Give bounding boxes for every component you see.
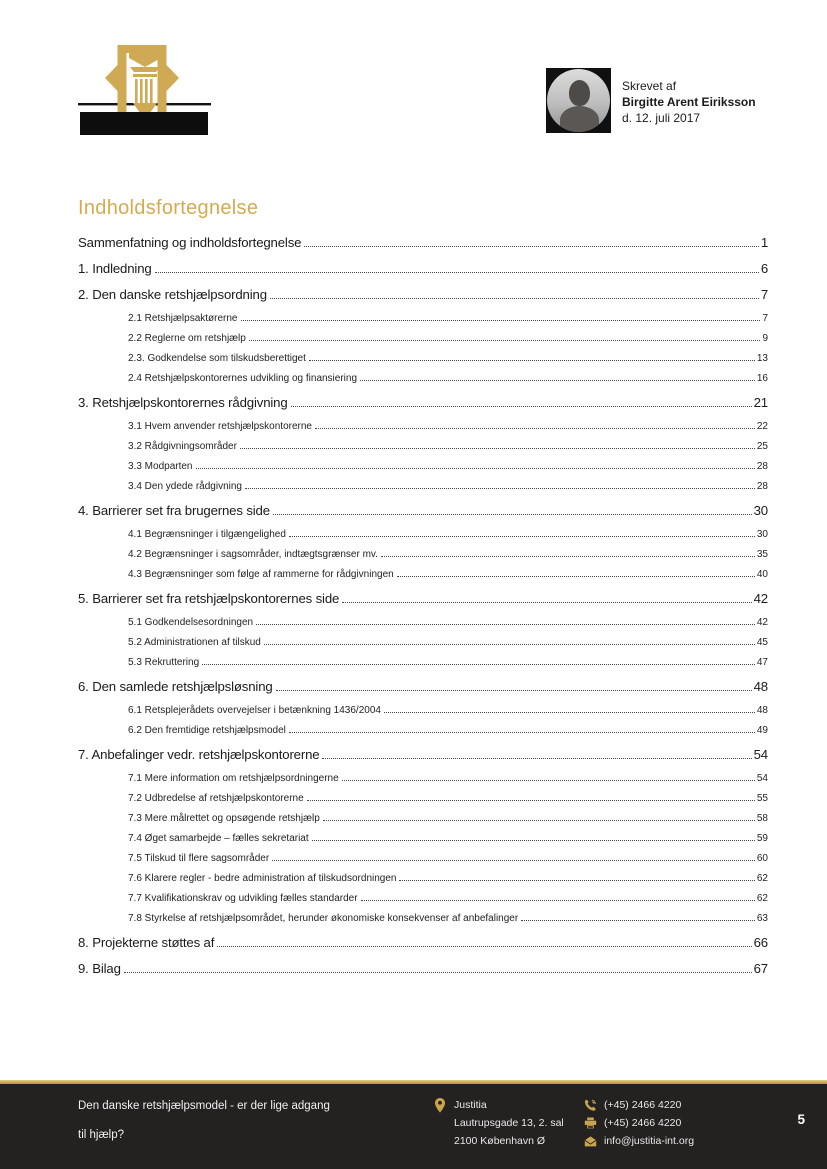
toc-entry	[78, 884, 768, 904]
toc-entry-label: 9. Bilag	[78, 961, 121, 976]
toc-leader-dots	[289, 536, 755, 537]
toc-entry-label: 7.5 Tilskud til flere sagsområder	[128, 853, 270, 864]
toc-entry	[78, 304, 768, 324]
toc-entry-label: 5.1 Godkendelsesordningen	[128, 617, 254, 628]
toc-list	[78, 228, 768, 976]
toc-entry	[78, 844, 768, 864]
toc-entry	[78, 364, 768, 384]
toc-entry	[78, 648, 768, 668]
footer-fax-row	[583, 1114, 694, 1132]
toc-entry-page: 28	[756, 461, 768, 472]
toc-leader-dots	[309, 360, 755, 361]
footer-street-row	[433, 1114, 564, 1132]
toc-entry	[78, 432, 768, 452]
toc-leader-dots	[323, 820, 755, 821]
toc-leader-dots	[245, 488, 755, 489]
toc-entry-page: 60	[756, 853, 768, 864]
toc-entry-label: 7. Anbefalinger vedr. retshjælpskontorerne	[78, 747, 320, 762]
toc-leader-dots	[264, 644, 755, 645]
toc-entry	[78, 496, 768, 518]
toc-entry-page: 1	[760, 235, 768, 250]
toc-entry-label: 2.1 Retshjælpsaktørerne	[128, 313, 238, 324]
toc-entry	[78, 804, 768, 824]
toc-entry-page: 6	[760, 261, 768, 276]
toc-leader-dots	[256, 624, 755, 625]
footer-phone-row	[583, 1096, 694, 1114]
author-photo-circle	[547, 69, 610, 132]
toc-leader-dots	[124, 972, 752, 973]
toc-entry-page: 30	[753, 503, 768, 518]
toc-title: Indholdsfortegnelse	[78, 197, 259, 219]
toc-entry-label: 4.1 Begrænsninger i tilgængelighed	[128, 529, 286, 540]
byline-date: d. 12. juli 2017	[622, 111, 701, 125]
footer-street: Lautrupsgade 13, 2. sal	[454, 1117, 564, 1129]
toc-entry-page: 25	[756, 441, 768, 452]
toc-entry-page: 45	[756, 637, 768, 648]
byline-prefix: Skrevet af	[622, 79, 677, 93]
toc-entry	[78, 824, 768, 844]
toc-entry	[78, 388, 768, 410]
toc-entry	[78, 608, 768, 628]
footer-phone: (+45) 2466 4220	[604, 1099, 682, 1111]
toc-entry-label: 7.4 Øget samarbejde – fælles sekretariat	[128, 833, 309, 844]
toc-entry-page: 35	[756, 549, 768, 560]
toc-entry-label: 7.3 Mere målrettet og opsøgende retshjælp	[128, 813, 320, 824]
location-pin-icon	[433, 1098, 447, 1113]
toc-leader-dots	[315, 428, 755, 429]
toc-entry-label: 7.1 Mere information om retshjælpsordningerne	[128, 773, 339, 784]
toc-leader-dots	[241, 320, 761, 321]
author-silhouette-torso	[560, 106, 599, 132]
toc-entry-label: 6.2 Den fremtidige retshjælpsmodel	[128, 725, 286, 736]
toc-entry-page: 49	[756, 725, 768, 736]
toc-entry-page: 47	[756, 657, 768, 668]
toc-leader-dots	[217, 946, 751, 947]
toc-entry-page: 58	[756, 813, 768, 824]
toc-entry-label: 5.2 Administrationen af tilskud	[128, 637, 261, 648]
toc-entry-page: 7	[762, 313, 768, 324]
toc-entry-page: 9	[762, 333, 768, 344]
toc-entry-label: 5.3 Rekruttering	[128, 657, 200, 668]
toc-entry-page: 67	[753, 961, 768, 976]
footer-org-name: Justitia	[454, 1099, 487, 1111]
toc-leader-dots	[276, 690, 752, 691]
toc-entry-page: 42	[753, 591, 768, 606]
toc-leader-dots	[155, 272, 759, 273]
author-byline	[546, 68, 756, 133]
toc-entry-label: 2.2 Reglerne om retshjælp	[128, 333, 246, 344]
toc-leader-dots	[304, 246, 758, 247]
footer-address-block	[433, 1096, 564, 1150]
toc-entry-page: 30	[756, 529, 768, 540]
footer-page-number: 5	[797, 1112, 805, 1127]
toc-entry-label: 1. Indledning	[78, 261, 152, 276]
footer-email-row	[583, 1132, 694, 1150]
toc-entry-page: 42	[756, 617, 768, 628]
toc-entry	[78, 472, 768, 492]
toc-entry-label: 3.3 Modparten	[128, 461, 193, 472]
author-photo	[546, 68, 611, 133]
footer-contact-block	[583, 1096, 694, 1150]
footer-doc-title-line1: Den danske retshjælpsmodel - er der lige adgang	[78, 1100, 330, 1112]
toc-entry-page: 62	[756, 873, 768, 884]
toc-entry-page: 62	[756, 893, 768, 904]
toc-entry-page: 7	[760, 287, 768, 302]
toc-entry-page: 13	[756, 353, 768, 364]
toc-leader-dots	[289, 732, 755, 733]
toc-entry	[78, 560, 768, 580]
toc-entry	[78, 716, 768, 736]
toc-entry-label: 2.3. Godkendelse som tilskudsberettiget	[128, 353, 306, 364]
toc-entry-page: 48	[756, 705, 768, 716]
toc-leader-dots	[273, 514, 752, 515]
toc-leader-dots	[270, 298, 759, 299]
toc-entry-page: 66	[753, 935, 768, 950]
toc-leader-dots	[249, 340, 761, 341]
toc-entry	[78, 628, 768, 648]
toc-entry	[78, 452, 768, 472]
toc-entry	[78, 324, 768, 344]
footer-city: 2100 København Ø	[454, 1135, 546, 1147]
toc-entry	[78, 280, 768, 302]
toc-leader-dots	[202, 664, 755, 665]
toc-entry-page: 63	[756, 913, 768, 924]
toc-entry	[78, 864, 768, 884]
toc-leader-dots	[322, 758, 751, 759]
toc-entry-label: 3.1 Hvem anvender retshjælpskontorerne	[128, 421, 312, 432]
phone-icon	[583, 1099, 597, 1112]
toc-leader-dots	[342, 602, 751, 603]
justitia-logo	[78, 45, 211, 140]
toc-leader-dots	[381, 556, 755, 557]
justitia-wordmark	[80, 112, 208, 135]
toc-entry-page: 21	[753, 395, 768, 410]
toc-entry-label: 7.2 Udbredelse af retshjælpskontorerne	[128, 793, 304, 804]
toc-entry-label: 4. Barrierer set fra brugernes side	[78, 503, 270, 518]
toc-entry	[78, 540, 768, 560]
email-icon	[583, 1136, 597, 1147]
toc-entry-page: 54	[753, 747, 768, 762]
toc-entry-page: 48	[753, 679, 768, 694]
table-of-contents	[78, 197, 768, 978]
footer-org-row	[433, 1096, 564, 1114]
toc-entry	[78, 520, 768, 540]
toc-entry-label: 6. Den samlede retshjælpsløsning	[78, 679, 273, 694]
toc-leader-dots	[312, 840, 755, 841]
toc-entry	[78, 904, 768, 924]
toc-entry	[78, 928, 768, 950]
toc-entry-label: 7.6 Klarere regler - bedre administration af tilskudsordningen	[128, 873, 397, 884]
toc-entry	[78, 784, 768, 804]
toc-entry-page: 55	[756, 793, 768, 804]
toc-entry-page: 59	[756, 833, 768, 844]
toc-leader-dots	[360, 380, 755, 381]
toc-entry-page: 40	[756, 569, 768, 580]
toc-entry	[78, 764, 768, 784]
toc-entry	[78, 672, 768, 694]
byline-author: Birgitte Arent Eiriksson	[622, 95, 756, 109]
footer-doc-title-line2: til hjælp?	[78, 1129, 125, 1141]
toc-entry	[78, 954, 768, 976]
toc-entry-label: 7.7 Kvalifikationskrav og udvikling fælles standarder	[128, 893, 358, 904]
toc-entry-label: 4.3 Begrænsninger som følge af rammerne for rådgivningen	[128, 569, 394, 580]
toc-leader-dots	[399, 880, 754, 881]
toc-entry-label: Sammenfatning og indholdsfortegnelse	[78, 235, 302, 250]
toc-entry-page: 28	[756, 481, 768, 492]
toc-entry-page: 22	[756, 421, 768, 432]
footer	[0, 1084, 827, 1169]
toc-entry-label: 7.8 Styrkelse af retshjælpsområdet, herunder økonomiske konsekvenser af anbefalinger	[128, 913, 519, 924]
toc-entry	[78, 740, 768, 762]
toc-entry-label: 2. Den danske retshjælpsordning	[78, 287, 267, 302]
toc-entry-label: 4.2 Begrænsninger i sagsområder, indtægtsgrænser mv.	[128, 549, 378, 560]
toc-leader-dots	[272, 860, 755, 861]
toc-leader-dots	[307, 800, 755, 801]
toc-entry-page: 16	[756, 373, 768, 384]
toc-entry	[78, 696, 768, 716]
author-silhouette-head	[569, 80, 590, 106]
footer-city-row	[433, 1132, 564, 1150]
toc-entry	[78, 344, 768, 364]
toc-entry	[78, 254, 768, 276]
footer-fax: (+45) 2466 4220	[604, 1117, 682, 1129]
footer-doc-title	[78, 1092, 378, 1150]
toc-leader-dots	[384, 712, 755, 713]
toc-entry-label: 8. Projekterne støttes af	[78, 935, 215, 950]
toc-entry	[78, 584, 768, 606]
toc-entry-label: 5. Barrierer set fra retshjælpskontorernes side	[78, 591, 340, 606]
toc-leader-dots	[521, 920, 755, 921]
toc-leader-dots	[342, 780, 755, 781]
toc-leader-dots	[397, 576, 755, 577]
fax-icon	[583, 1117, 597, 1129]
toc-entry-label: 3.4 Den ydede rådgivning	[128, 481, 242, 492]
toc-entry	[78, 228, 768, 250]
footer-email: info@justitia-int.org	[604, 1135, 695, 1147]
toc-leader-dots	[240, 448, 755, 449]
toc-entry-label: 6.1 Retsplejerådets overvejelser i betænkning 1436/2004	[128, 705, 381, 716]
toc-leader-dots	[291, 406, 752, 407]
toc-entry-label: 3. Retshjælpskontorernes rådgivning	[78, 395, 288, 410]
toc-entry-label: 2.4 Retshjælpskontorernes udvikling og finansiering	[128, 373, 358, 384]
toc-entry	[78, 412, 768, 432]
justitia-logo-icon	[78, 45, 211, 140]
toc-leader-dots	[196, 468, 755, 469]
toc-entry-page: 54	[756, 773, 768, 784]
toc-leader-dots	[361, 900, 755, 901]
toc-entry-label: 3.2 Rådgivningsområder	[128, 441, 237, 452]
